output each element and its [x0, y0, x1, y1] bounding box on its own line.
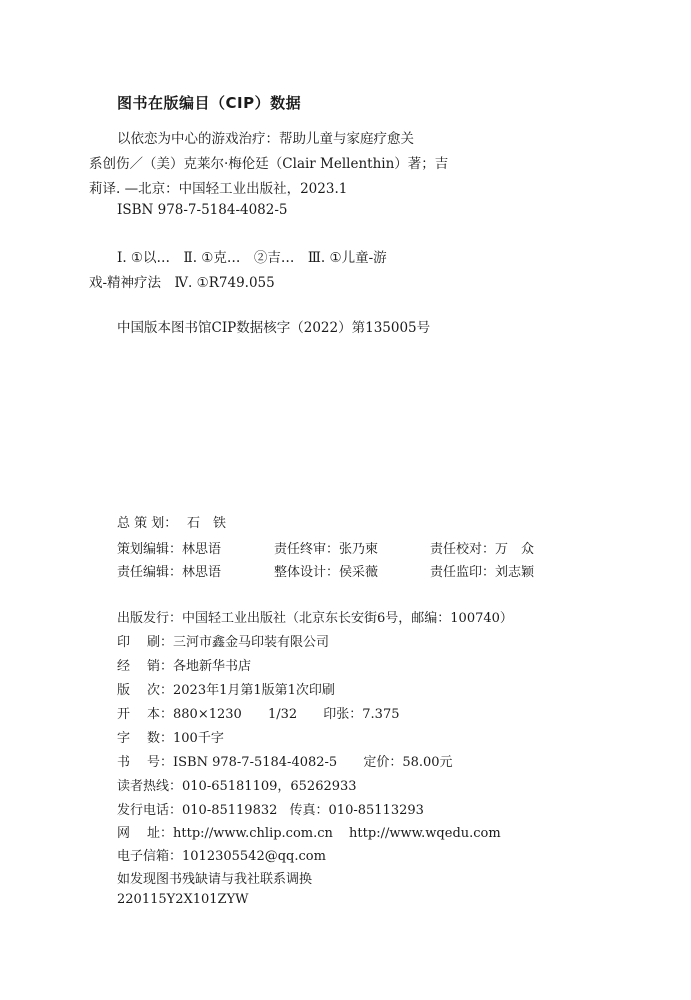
credit-value: 林思语	[182, 565, 222, 580]
price-value: 定价：58.00元	[363, 755, 453, 770]
hotline-label: 读者热线：	[117, 779, 183, 794]
printer-row	[117, 631, 329, 650]
phone-row	[117, 799, 424, 818]
cip-classification-line-1: Ⅰ. ①以… Ⅱ. ①克… ②吉… Ⅲ. ①儿童-游	[117, 250, 387, 266]
website-row	[117, 822, 501, 841]
edition-value: 2023年1月第1版第1次印刷	[173, 683, 335, 698]
hotline-row	[117, 775, 357, 794]
publisher-value: 中国轻工业出版社（北京东长安街6号，邮编：100740）	[182, 611, 513, 626]
credit-value: 林思语	[182, 542, 222, 557]
edition-row	[117, 679, 335, 698]
format-size: 880×1230	[173, 707, 242, 722]
publisher-label: 出版发行：	[117, 611, 183, 626]
cip-title: 图书在版编目（CIP）数据	[117, 94, 302, 112]
phone-label: 发行电话：	[117, 803, 183, 818]
credits-row-2	[117, 561, 577, 580]
isbn-value: ISBN 978-7-5184-4082-5	[173, 755, 338, 770]
credit-label: 整体设计：	[274, 565, 340, 580]
website-link-1[interactable]: http://www.chlip.com.cn	[173, 826, 333, 841]
email-value[interactable]: 1012305542@qq.com	[182, 849, 326, 864]
cip-line-2: 系创伤／（美）克莱尔·梅伦廷（Clair Mellenthin）著；吉	[89, 156, 449, 172]
cip-line-1: 以依恋为中心的游戏治疗：帮助儿童与家庭疗愈关	[117, 131, 414, 147]
chief-planner-value: 石 铁	[187, 516, 227, 531]
cip-classification-line-2: 戏-精神疗法 Ⅳ. ①R749.055	[89, 275, 275, 291]
credits-chief-planner-row	[117, 512, 226, 531]
credit-label: 责任监印：	[430, 565, 496, 580]
credit-label: 策划编辑：	[117, 542, 183, 557]
cip-isbn-line: ISBN 978-7-5184-4082-5	[117, 202, 288, 218]
credits-row-1	[117, 538, 577, 557]
format-row	[117, 703, 400, 722]
email-row	[117, 845, 326, 864]
credit-label: 责任编辑：	[117, 565, 183, 580]
format-sheets: 印张：7.375	[323, 707, 400, 722]
distributor-row	[117, 655, 251, 674]
credit-value: 张乃柬	[339, 542, 379, 557]
cip-line-3: 莉译. —北京：中国轻工业出版社，2023.1	[89, 181, 348, 197]
chief-planner-label: 总 策 划：	[117, 516, 178, 531]
publisher-row	[117, 607, 513, 626]
credit-value: 万 众	[495, 542, 535, 557]
distributor-label: 经 销：	[117, 659, 173, 674]
credit-label: 责任终审：	[274, 542, 340, 557]
format-fold: 1/32	[267, 707, 298, 722]
printer-value: 三河市鑫金马印装有限公司	[173, 635, 330, 650]
book-code: 220115Y2X101ZYW	[117, 892, 249, 907]
credit-value: 侯采薇	[339, 565, 379, 580]
notice-row: 如发现图书残缺请与我社联系调换	[117, 872, 313, 887]
distributor-value: 各地新华书店	[173, 659, 252, 674]
isbn-row	[117, 751, 453, 770]
credit-value: 刘志颖	[495, 565, 535, 580]
isbn-label: 书 号：	[117, 755, 173, 770]
printer-label: 印 刷：	[117, 635, 173, 650]
website-label: 网 址：	[117, 826, 173, 841]
word-count-label: 字 数：	[117, 731, 173, 746]
cip-record-number: 中国版本图书馆CIP数据核字（2022）第135005号	[117, 320, 431, 336]
fax-value: 传真：010-85113293	[289, 803, 424, 818]
format-label: 开 本：	[117, 707, 173, 722]
word-count-value: 100千字	[173, 731, 224, 746]
edition-label: 版 次：	[117, 683, 173, 698]
email-label: 电子信箱：	[117, 849, 183, 864]
hotline-value: 010-65181109，65262933	[182, 779, 357, 794]
word-count-row	[117, 727, 224, 746]
phone-value: 010-85119832	[182, 803, 278, 818]
website-link-2[interactable]: http://www.wqedu.com	[349, 826, 501, 841]
credit-label: 责任校对：	[430, 542, 496, 557]
